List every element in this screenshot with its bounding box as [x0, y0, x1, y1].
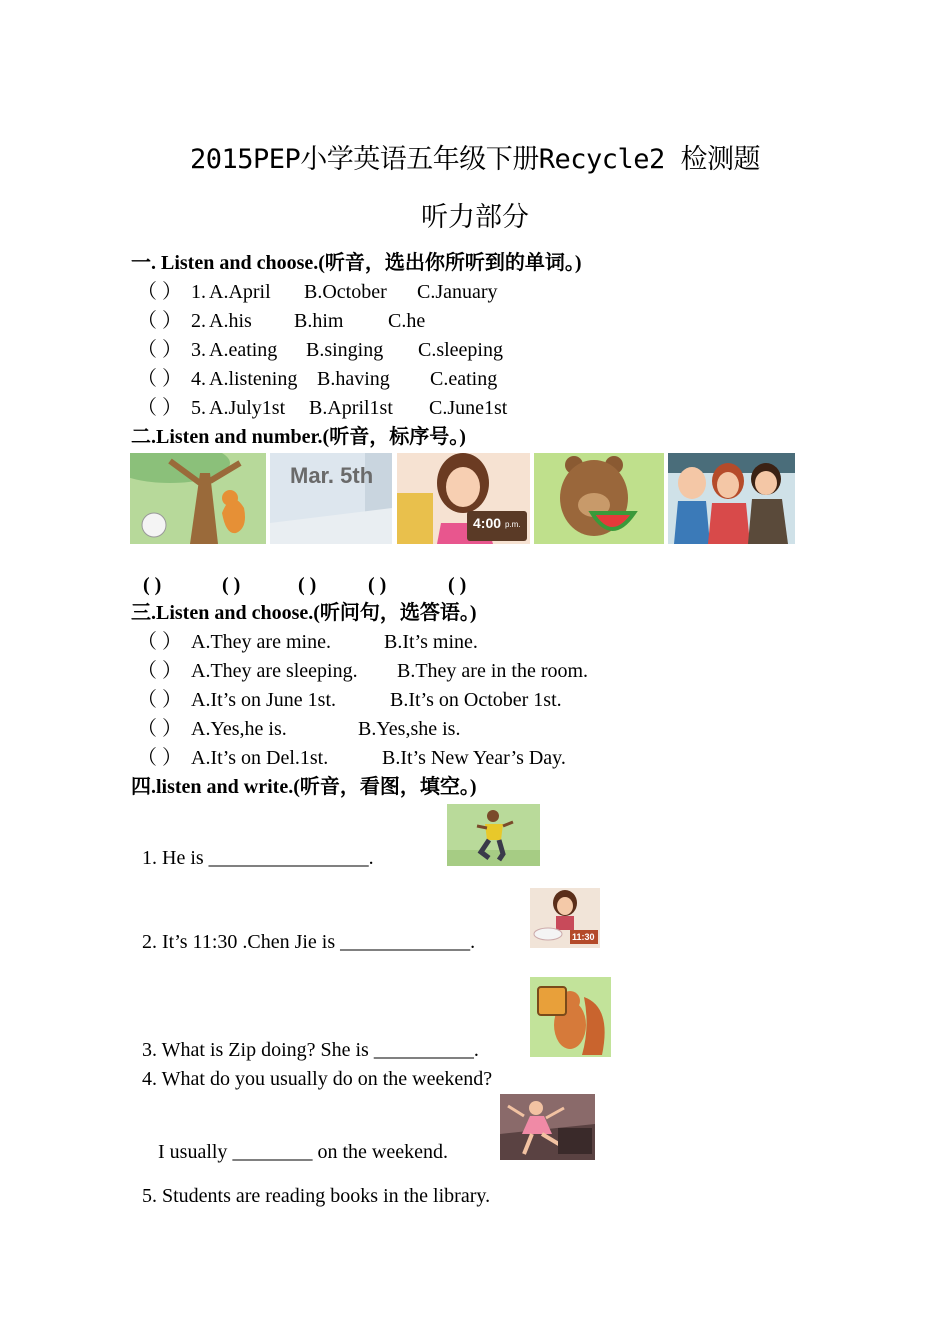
question-2-end: .	[470, 931, 476, 953]
answer-blank-2[interactable]: _____________	[340, 931, 471, 953]
option-a: A.eating	[209, 339, 278, 361]
girl-clock-picture	[397, 453, 530, 544]
option-b: B.him	[294, 310, 344, 332]
clock-suffix-text: p.m.	[505, 520, 521, 529]
clock-time-text: 4:00	[473, 515, 502, 531]
answer-paren[interactable]: （ ）	[137, 397, 182, 419]
answer-blank-1[interactable]: ________________	[208, 847, 369, 869]
answer-blank-3[interactable]: __________	[373, 1039, 474, 1061]
option-a: A.Yes,he is.	[191, 718, 287, 740]
number-blank-3[interactable]: ( )	[298, 574, 317, 596]
question-5: 5. Students are reading books in the library.	[142, 1185, 491, 1207]
section-3-heading: 三.Listen and choose.(听问句，选答语。)	[131, 602, 477, 624]
question-4-post: on the weekend.	[312, 1141, 448, 1163]
calendar-date-text: Mar. 5th	[290, 463, 374, 488]
question-1-text: 1. He is	[142, 847, 209, 869]
option-b: B.October	[304, 281, 387, 303]
number-blank-2[interactable]: ( )	[222, 574, 241, 596]
jumping-boy-picture	[447, 804, 540, 866]
option-c: C.eating	[430, 368, 498, 390]
question-3	[142, 1038, 479, 1062]
page-subtitle: 听力部分	[421, 202, 529, 233]
section-4-heading: 四.listen and write.(听音，看图，填空。)	[131, 776, 477, 798]
dancing-girl-picture	[500, 1094, 595, 1160]
option-b: B.They are in the room.	[397, 660, 589, 682]
number-blank-4[interactable]: ( )	[368, 574, 387, 596]
squirrel-picture	[530, 977, 611, 1057]
option-a: A.his	[209, 310, 252, 332]
option-a: A.listening	[209, 368, 298, 390]
option-a: A.July1st	[209, 397, 286, 419]
question-3-end: .	[473, 1039, 479, 1061]
option-c: C.January	[417, 281, 498, 303]
question-number: 4.	[191, 368, 206, 390]
answer-paren[interactable]: （ ）	[137, 718, 182, 740]
option-b: B.It’s mine.	[384, 631, 478, 653]
question-4: 4. What do you usually do on the weekend?	[142, 1068, 493, 1090]
bear-picture	[534, 453, 664, 544]
option-a: A.They are mine.	[191, 631, 331, 653]
answer-blank-4[interactable]: ________	[232, 1141, 313, 1163]
option-b: B.April1st	[309, 397, 393, 419]
question-number: 3.	[191, 339, 206, 361]
calendar-picture	[270, 453, 392, 544]
option-b: B.Yes,she is.	[358, 718, 461, 740]
option-c: C.June1st	[429, 397, 508, 419]
students-picture	[668, 453, 795, 544]
question-1	[142, 846, 374, 870]
answer-paren[interactable]: （ ）	[137, 368, 182, 390]
answer-paren[interactable]: （ ）	[137, 747, 182, 769]
option-b: B.It’s New Year’s Day.	[382, 747, 566, 769]
question-number: 5.	[191, 397, 206, 419]
answer-paren[interactable]: （ ）	[137, 631, 182, 653]
question-3-text: 3. What is Zip doing? She is	[142, 1039, 374, 1061]
option-a: A.It’s on Del.1st.	[191, 747, 329, 769]
girl-lunch-picture	[530, 888, 600, 948]
section-2-heading: 二.Listen and number.(听音，标序号。)	[131, 426, 466, 448]
answer-paren[interactable]: （ ）	[137, 660, 182, 682]
option-c: C.he	[388, 310, 426, 332]
option-b: B.It’s on October 1st.	[390, 689, 562, 711]
option-a: A.April	[209, 281, 271, 303]
question-4-pre: I usually	[158, 1141, 233, 1163]
option-b: B.singing	[306, 339, 384, 361]
question-number: 1.	[191, 281, 206, 303]
number-blank-1[interactable]: ( )	[143, 574, 162, 596]
option-a: A.They are sleeping.	[191, 660, 358, 682]
option-c: C.sleeping	[418, 339, 503, 361]
answer-paren[interactable]: （ ）	[137, 689, 182, 711]
section-1-heading: 一. Listen and choose.(听音，选出你所听到的单词。)	[131, 252, 582, 274]
page-title: 2015PEP小学英语五年级下册Recycle2 检测题	[189, 144, 761, 175]
question-1-end: .	[368, 847, 374, 869]
answer-paren[interactable]: （ ）	[137, 281, 182, 303]
lunch-clock-text: 11:30	[572, 932, 595, 942]
cat-tree-picture	[130, 453, 266, 544]
option-b: B.having	[317, 368, 390, 390]
number-blank-5[interactable]: ( )	[448, 574, 467, 596]
answer-paren[interactable]: （ ）	[137, 339, 182, 361]
question-2-text: 2. It’s 11:30 .Chen Jie is	[142, 931, 341, 953]
question-2	[142, 930, 475, 954]
question-number: 2.	[191, 310, 206, 332]
question-4-answer	[158, 1140, 448, 1164]
option-a: A.It’s on June 1st.	[191, 689, 336, 711]
answer-paren[interactable]: （ ）	[137, 310, 182, 332]
